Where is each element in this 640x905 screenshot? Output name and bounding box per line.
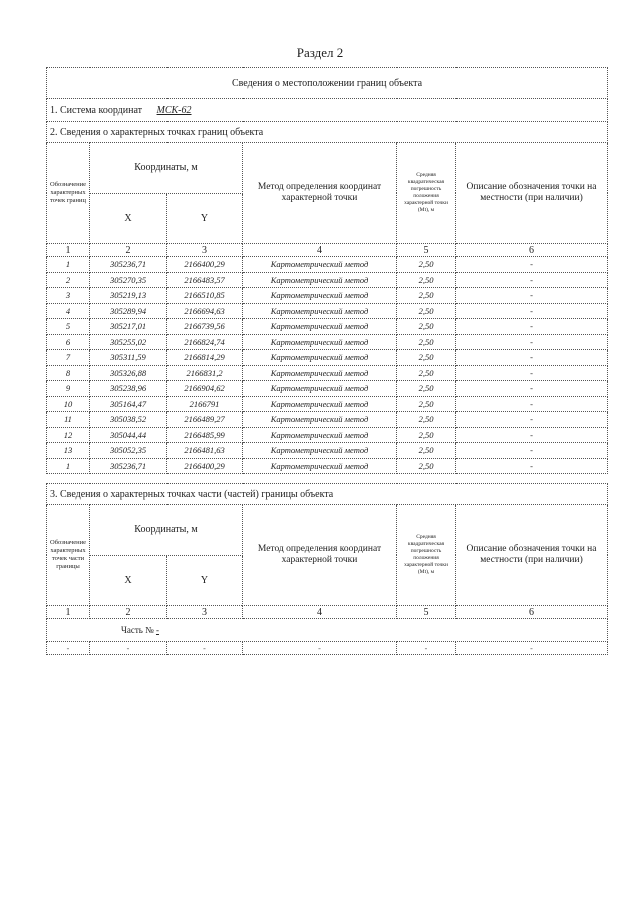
- accuracy: 2,50: [397, 257, 456, 273]
- s2-header-y: Y: [167, 193, 243, 244]
- method: Картометрический метод: [243, 334, 397, 350]
- s2-header-coords: Координаты, м: [90, 143, 243, 194]
- s3-header-desc: Описание обозначения точки на местности (при наличии): [456, 505, 608, 606]
- page-title: Раздел 2: [296, 45, 344, 60]
- coord-system-value: МСК-62: [156, 104, 192, 116]
- s3-col-num: 5: [397, 606, 456, 619]
- method: Картометрический метод: [243, 427, 397, 443]
- s3-number-row: [47, 606, 608, 619]
- s2-col-num: 1: [47, 244, 90, 257]
- x-coordinate: 305289,94: [90, 303, 167, 319]
- table-row: [47, 319, 608, 335]
- y-coordinate: 2166814,29: [167, 350, 243, 366]
- s3-title-row: [47, 484, 608, 505]
- s2-header-method: Метод определения координат характерной точки: [243, 143, 397, 244]
- s3-col-num: 1: [47, 606, 90, 619]
- s3-header-point: Обозначение характерных точек части границы: [47, 505, 90, 606]
- s2-col-num: 2: [90, 244, 167, 257]
- y-coordinate: 2166831,2: [167, 365, 243, 381]
- part-value: -: [155, 625, 159, 635]
- y-coordinate: 2166739,56: [167, 319, 243, 335]
- point-number: 7: [47, 350, 90, 366]
- accuracy: 2,50: [397, 458, 456, 474]
- s2-col-num: 6: [456, 244, 608, 257]
- method: Картометрический метод: [243, 396, 397, 412]
- accuracy: 2,50: [397, 350, 456, 366]
- s2-col-num: 3: [167, 244, 243, 257]
- part-label: Часть №: [121, 625, 154, 635]
- part-points-table: [46, 483, 608, 655]
- s2-header-point: Обозначение характерных точек границ: [47, 143, 90, 244]
- section-header-row: [47, 68, 608, 99]
- point-number: 3: [47, 288, 90, 304]
- boundary-points-table: [46, 67, 608, 474]
- empty-cell: -: [47, 642, 90, 655]
- y-coordinate: 2166400,29: [167, 257, 243, 273]
- description: -: [456, 288, 608, 304]
- table-row: [47, 412, 608, 428]
- y-coordinate: 2166481,63: [167, 443, 243, 459]
- x-coordinate: 305255,02: [90, 334, 167, 350]
- y-coordinate: 2166824,74: [167, 334, 243, 350]
- accuracy: 2,50: [397, 334, 456, 350]
- accuracy: 2,50: [397, 412, 456, 428]
- s2-title-row: [47, 122, 608, 143]
- accuracy: 2,50: [397, 427, 456, 443]
- x-coordinate: 305326,88: [90, 365, 167, 381]
- s2-header-accuracy: Средняя квадратическая погрешность положения характерной точки (Mt), м: [397, 143, 456, 244]
- accuracy: 2,50: [397, 396, 456, 412]
- description: -: [456, 272, 608, 288]
- description: -: [456, 458, 608, 474]
- method: Картометрический метод: [243, 412, 397, 428]
- s3-col-num: 2: [90, 606, 167, 619]
- x-coordinate: 305219,13: [90, 288, 167, 304]
- point-number: 12: [47, 427, 90, 443]
- empty-cell: -: [456, 642, 608, 655]
- x-coordinate: 305164,47: [90, 396, 167, 412]
- x-coordinate: 305052,35: [90, 443, 167, 459]
- s2-col-num: 4: [243, 244, 397, 257]
- empty-cell: -: [167, 642, 243, 655]
- empty-cell: -: [397, 642, 456, 655]
- table-row: [47, 350, 608, 366]
- x-coordinate: 305270,35: [90, 272, 167, 288]
- s3-header-coords: Координаты, м: [90, 505, 243, 556]
- s2-header-row-1: [47, 143, 608, 194]
- point-number: 1: [47, 257, 90, 273]
- point-number: 2: [47, 272, 90, 288]
- s3-empty-row: [47, 642, 608, 655]
- y-coordinate: 2166791: [167, 396, 243, 412]
- table-row: [47, 427, 608, 443]
- point-number: 10: [47, 396, 90, 412]
- point-number: 13: [47, 443, 90, 459]
- x-coordinate: 305038,52: [90, 412, 167, 428]
- x-coordinate: 305238,96: [90, 381, 167, 397]
- method: Картометрический метод: [243, 319, 397, 335]
- table-row: [47, 443, 608, 459]
- section-header: Сведения о местоположении границ объекта: [47, 68, 608, 99]
- y-coordinate: 2166904,62: [167, 381, 243, 397]
- description: -: [456, 381, 608, 397]
- table-row: [47, 303, 608, 319]
- point-number: 4: [47, 303, 90, 319]
- empty-cell: -: [90, 642, 167, 655]
- method: Картометрический метод: [243, 458, 397, 474]
- point-number: 8: [47, 365, 90, 381]
- x-coordinate: 305044,44: [90, 427, 167, 443]
- table-row: [47, 257, 608, 273]
- point-number: 5: [47, 319, 90, 335]
- s2-col-num: 5: [397, 244, 456, 257]
- s2-header-x: X: [90, 193, 167, 244]
- method: Картометрический метод: [243, 443, 397, 459]
- coord-system-label: 1. Система координат: [50, 104, 143, 116]
- s3-header-x: X: [90, 555, 167, 606]
- method: Картометрический метод: [243, 303, 397, 319]
- description: -: [456, 350, 608, 366]
- point-number: 6: [47, 334, 90, 350]
- method: Картометрический метод: [243, 257, 397, 273]
- empty-cell: -: [243, 642, 397, 655]
- y-coordinate: 2166489,27: [167, 412, 243, 428]
- accuracy: 2,50: [397, 365, 456, 381]
- y-coordinate: 2166694,63: [167, 303, 243, 319]
- coord-system-row: [47, 99, 608, 122]
- s2-header-desc: Описание обозначения точки на местности (при наличии): [456, 143, 608, 244]
- table-row: [47, 458, 608, 474]
- s2-title: 2. Сведения о характерных точках границ объекта: [47, 122, 608, 143]
- method: Картометрический метод: [243, 381, 397, 397]
- description: -: [456, 412, 608, 428]
- table-row: [47, 334, 608, 350]
- point-number: 9: [47, 381, 90, 397]
- x-coordinate: 305217,01: [90, 319, 167, 335]
- table-row: [47, 288, 608, 304]
- point-number: 11: [47, 412, 90, 428]
- table-row: [47, 272, 608, 288]
- accuracy: 2,50: [397, 288, 456, 304]
- y-coordinate: 2166485,99: [167, 427, 243, 443]
- s3-header-y: Y: [167, 555, 243, 606]
- accuracy: 2,50: [397, 443, 456, 459]
- s3-part-row: [47, 619, 608, 642]
- description: -: [456, 396, 608, 412]
- description: -: [456, 319, 608, 335]
- s3-col-num: 4: [243, 606, 397, 619]
- s3-header-row-1: [47, 505, 608, 556]
- s3-col-num: 6: [456, 606, 608, 619]
- s3-header-method: Метод определения координат характерной точки: [243, 505, 397, 606]
- y-coordinate: 2166510,85: [167, 288, 243, 304]
- description: -: [456, 427, 608, 443]
- s3-title: 3. Сведения о характерных точках части (частей) границы объекта: [47, 484, 608, 505]
- s3-col-num: 3: [167, 606, 243, 619]
- s2-number-row: [47, 244, 608, 257]
- table-row: [47, 381, 608, 397]
- method: Картометрический метод: [243, 288, 397, 304]
- description: -: [456, 443, 608, 459]
- method: Картометрический метод: [243, 350, 397, 366]
- accuracy: 2,50: [397, 381, 456, 397]
- description: -: [456, 365, 608, 381]
- description: -: [456, 257, 608, 273]
- x-coordinate: 305311,59: [90, 350, 167, 366]
- accuracy: 2,50: [397, 272, 456, 288]
- method: Картометрический метод: [243, 272, 397, 288]
- x-coordinate: 305236,71: [90, 458, 167, 474]
- s2-table-body: [47, 257, 608, 474]
- accuracy: 2,50: [397, 303, 456, 319]
- y-coordinate: 2166483,57: [167, 272, 243, 288]
- description: -: [456, 303, 608, 319]
- table-row: [47, 365, 608, 381]
- y-coordinate: 2166400,29: [167, 458, 243, 474]
- accuracy: 2,50: [397, 319, 456, 335]
- x-coordinate: 305236,71: [90, 257, 167, 273]
- description: -: [456, 334, 608, 350]
- point-number: 1: [47, 458, 90, 474]
- method: Картометрический метод: [243, 365, 397, 381]
- s3-header-accuracy: Средняя квадратическая погрешность положения характерной точки (Mt), м: [397, 505, 456, 606]
- table-row: [47, 396, 608, 412]
